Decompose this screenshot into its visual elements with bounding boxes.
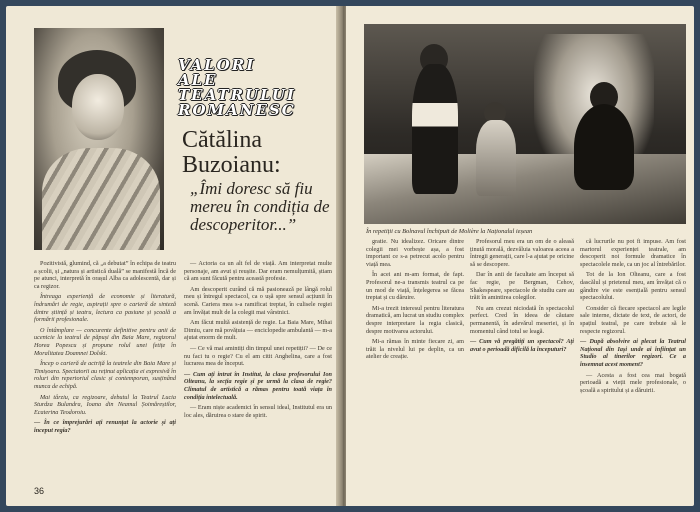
interviewee-name: Cătălina Buzoianu:: [182, 127, 281, 178]
interview-question: — În ce împrejurări ați renunțat la actorie și ați început regia?: [34, 419, 176, 434]
headline-line: ROMANESC: [178, 101, 296, 119]
paragraph: Tot de la Ion Olteanu, care a fost dascălul și prietenul meu, am învățat că o gândire vie este esențială pentru sensul spectacolului.: [580, 271, 686, 302]
paragraph: că lucrurile nu pot fi impuse. Am fost martorul experienței teatrale, am descoperit noi formule dramatice în spectacolele mele, ca un joc al întrebărilor.: [580, 238, 686, 268]
paragraph: Am descoperit curând că mă pasionează pe lângă rolul meu și întregul spectacol, ca o ușă spre sensul acțiunii în scenă. Cariera mea s-a ramificat treptat, în culisele regiei am învățat mult de la colegii mai vârstnici.: [184, 285, 332, 316]
right-column-3: [580, 238, 686, 500]
right-page: [346, 6, 694, 506]
interview-question: — Cum ați intrat în Institut, la clasa profesorului Ion Olteanu, la secția regie și pe urmă la clasa de regie? Climatul de artistică a rămas pentru toată viața în condiția intelectuală.: [184, 370, 332, 401]
left-column-1: [34, 260, 176, 496]
paragraph: — Eram niște academici în sensul ideal, Institutul era un loc ales, dăruirea o stare de spirit.: [184, 404, 332, 419]
article-quote: „Îmi doresc să fiu mereu în condiția de descoperitor...”: [190, 179, 330, 234]
section-headline: [178, 58, 328, 118]
portrait-face: [72, 74, 124, 140]
paragraph: Dar în anii de facultate am început să fac regie, pe Bergman, Cehov, Shakespeare, spectacole de studiu care au trăit în amintirea colegilor.: [470, 271, 574, 302]
rehearsal-photo: [364, 24, 686, 224]
paragraph: O întâmplare — concurente definitive pentru anii de ucenicie la teatrul de păpuși din Baia Mare, regizorul Horea Popescu și propune rolul unei fetițe în Moralitatea Doamnei Dolski.: [34, 326, 176, 357]
right-column-1: [366, 238, 464, 500]
paragraph: — Acesta a fost cea mai bogată perioadă a vieții mele profesionale, o școală a spiritului și a dăruirii.: [580, 371, 686, 394]
portrait-photo: [34, 28, 164, 250]
actor-figure: [412, 64, 458, 194]
paragraph: Încep o carieră de actriță la teatrele din Baia Mare și Timișoara. Spectatorii au reținut aplicația ei expresivă în roluri din repertoriul clasic și contemporan, susținând munca de echipă.: [34, 360, 176, 390]
paragraph: Profesorul meu era un om de o aleasă ținută morală, dezvăluia valoarea aceea a întregii generații, care l-a ajutat pe oricine să se descopere.: [470, 238, 574, 268]
headline-line: TEATRULUI: [178, 86, 296, 104]
paragraph: Mai târziu, ca regizoare, debutul la Teatrul Lucia Sturdza Bulandra, Ioana din Neamul Șoimăreștilor, Ecaterina Teodoroiu.: [34, 393, 176, 416]
actor-figure: [476, 120, 516, 196]
interview-question: — Cum vă pregătiți un spectacol? Ați avut o perioadă dificilă la începuturi?: [470, 338, 574, 353]
paragraph: Întreaga experiență de economie și literatură, îndrumări de regie, aspirații spre o carieră de sinteză dintre știință și teatru, lectura ca pasiune și școală a formării profesionale.: [34, 293, 176, 324]
interview-question: — După absolvire ai plecat la Teatrul Național din Iași unde ai înființat un Studio al tinerilor regizori. Ce a însemnat acest moment?: [580, 338, 686, 368]
paragraph: Nu am crezut niciodată în spectacolul perfect. Cred în ideea de căutare permanentă, în adevărul meseriei, și în momentul când totul se leagă.: [470, 304, 574, 335]
left-column-2: [184, 260, 332, 496]
actor-figure: [574, 104, 634, 190]
paragraph: gratie. Nu idealizez. Oricare dintre colegii mei vorbește așa, a fost important ce s-a petrecut acolo pentru viață mea.: [366, 238, 464, 268]
paragraph: Pozitivistă, glumind, că „a debutat” în echipa de teatru a școlii, și „natura și artistică duală” se manifestă încă de pe atunci, interpretă în orașul Alba ca adolescentă, dar și ca regizor.: [34, 260, 176, 290]
paragraph: Mi-a rămas în minte fiecare zi, am trăit la nivelul lui pe deplin, ca un atelier de creație.: [366, 338, 464, 361]
page-number: 36: [34, 486, 45, 496]
headline-line: ALE: [178, 71, 218, 89]
headline-line: VALORI: [178, 56, 256, 74]
paragraph: Am făcut multă asistență de regie. La Baia Mare, Mihai Dimiu, care mă povățuia — enciclopedie ambulantă — m-a ajutat enorm de mult.: [184, 319, 332, 342]
paragraph: Mi-a trezit interesul pentru literatura dramatică, am lucrat un studiu complex despre interpretare la regia clasică, despre motivarea actorului.: [366, 304, 464, 335]
paragraph: — Ce vă mai amintiți din timpul unei repetiții? — De ce nu faci tu o regie? Cu el am citit Anghelina, care a fost lucrarea mea de început.: [184, 344, 332, 368]
paragraph: — Actoria ca un alt fel de viață. Am interpretat multe personaje, am avut și reușite. Dar eram nemulțumită, știam că am sunt făcută pentru această profesie.: [184, 260, 332, 283]
paragraph: Consider că fiecare spectacol are legile sale interne, dictate de text, de actori, de spațiul teatral, pe care trebuie să le respecte regizorul.: [580, 304, 686, 335]
photo-caption: În repetiții cu Bolnavul închipuit de Molière la Naționalul ieșean: [366, 228, 533, 235]
left-page: [6, 6, 342, 506]
right-column-2: [470, 238, 574, 500]
paragraph: În acei ani m-am format, de fapt. Profesorul ne-a transmis teatrul ca pe un mod de viață, înțelegerea se făcea treptat și cu dăruire.: [366, 271, 464, 302]
portrait-body: [42, 148, 160, 250]
